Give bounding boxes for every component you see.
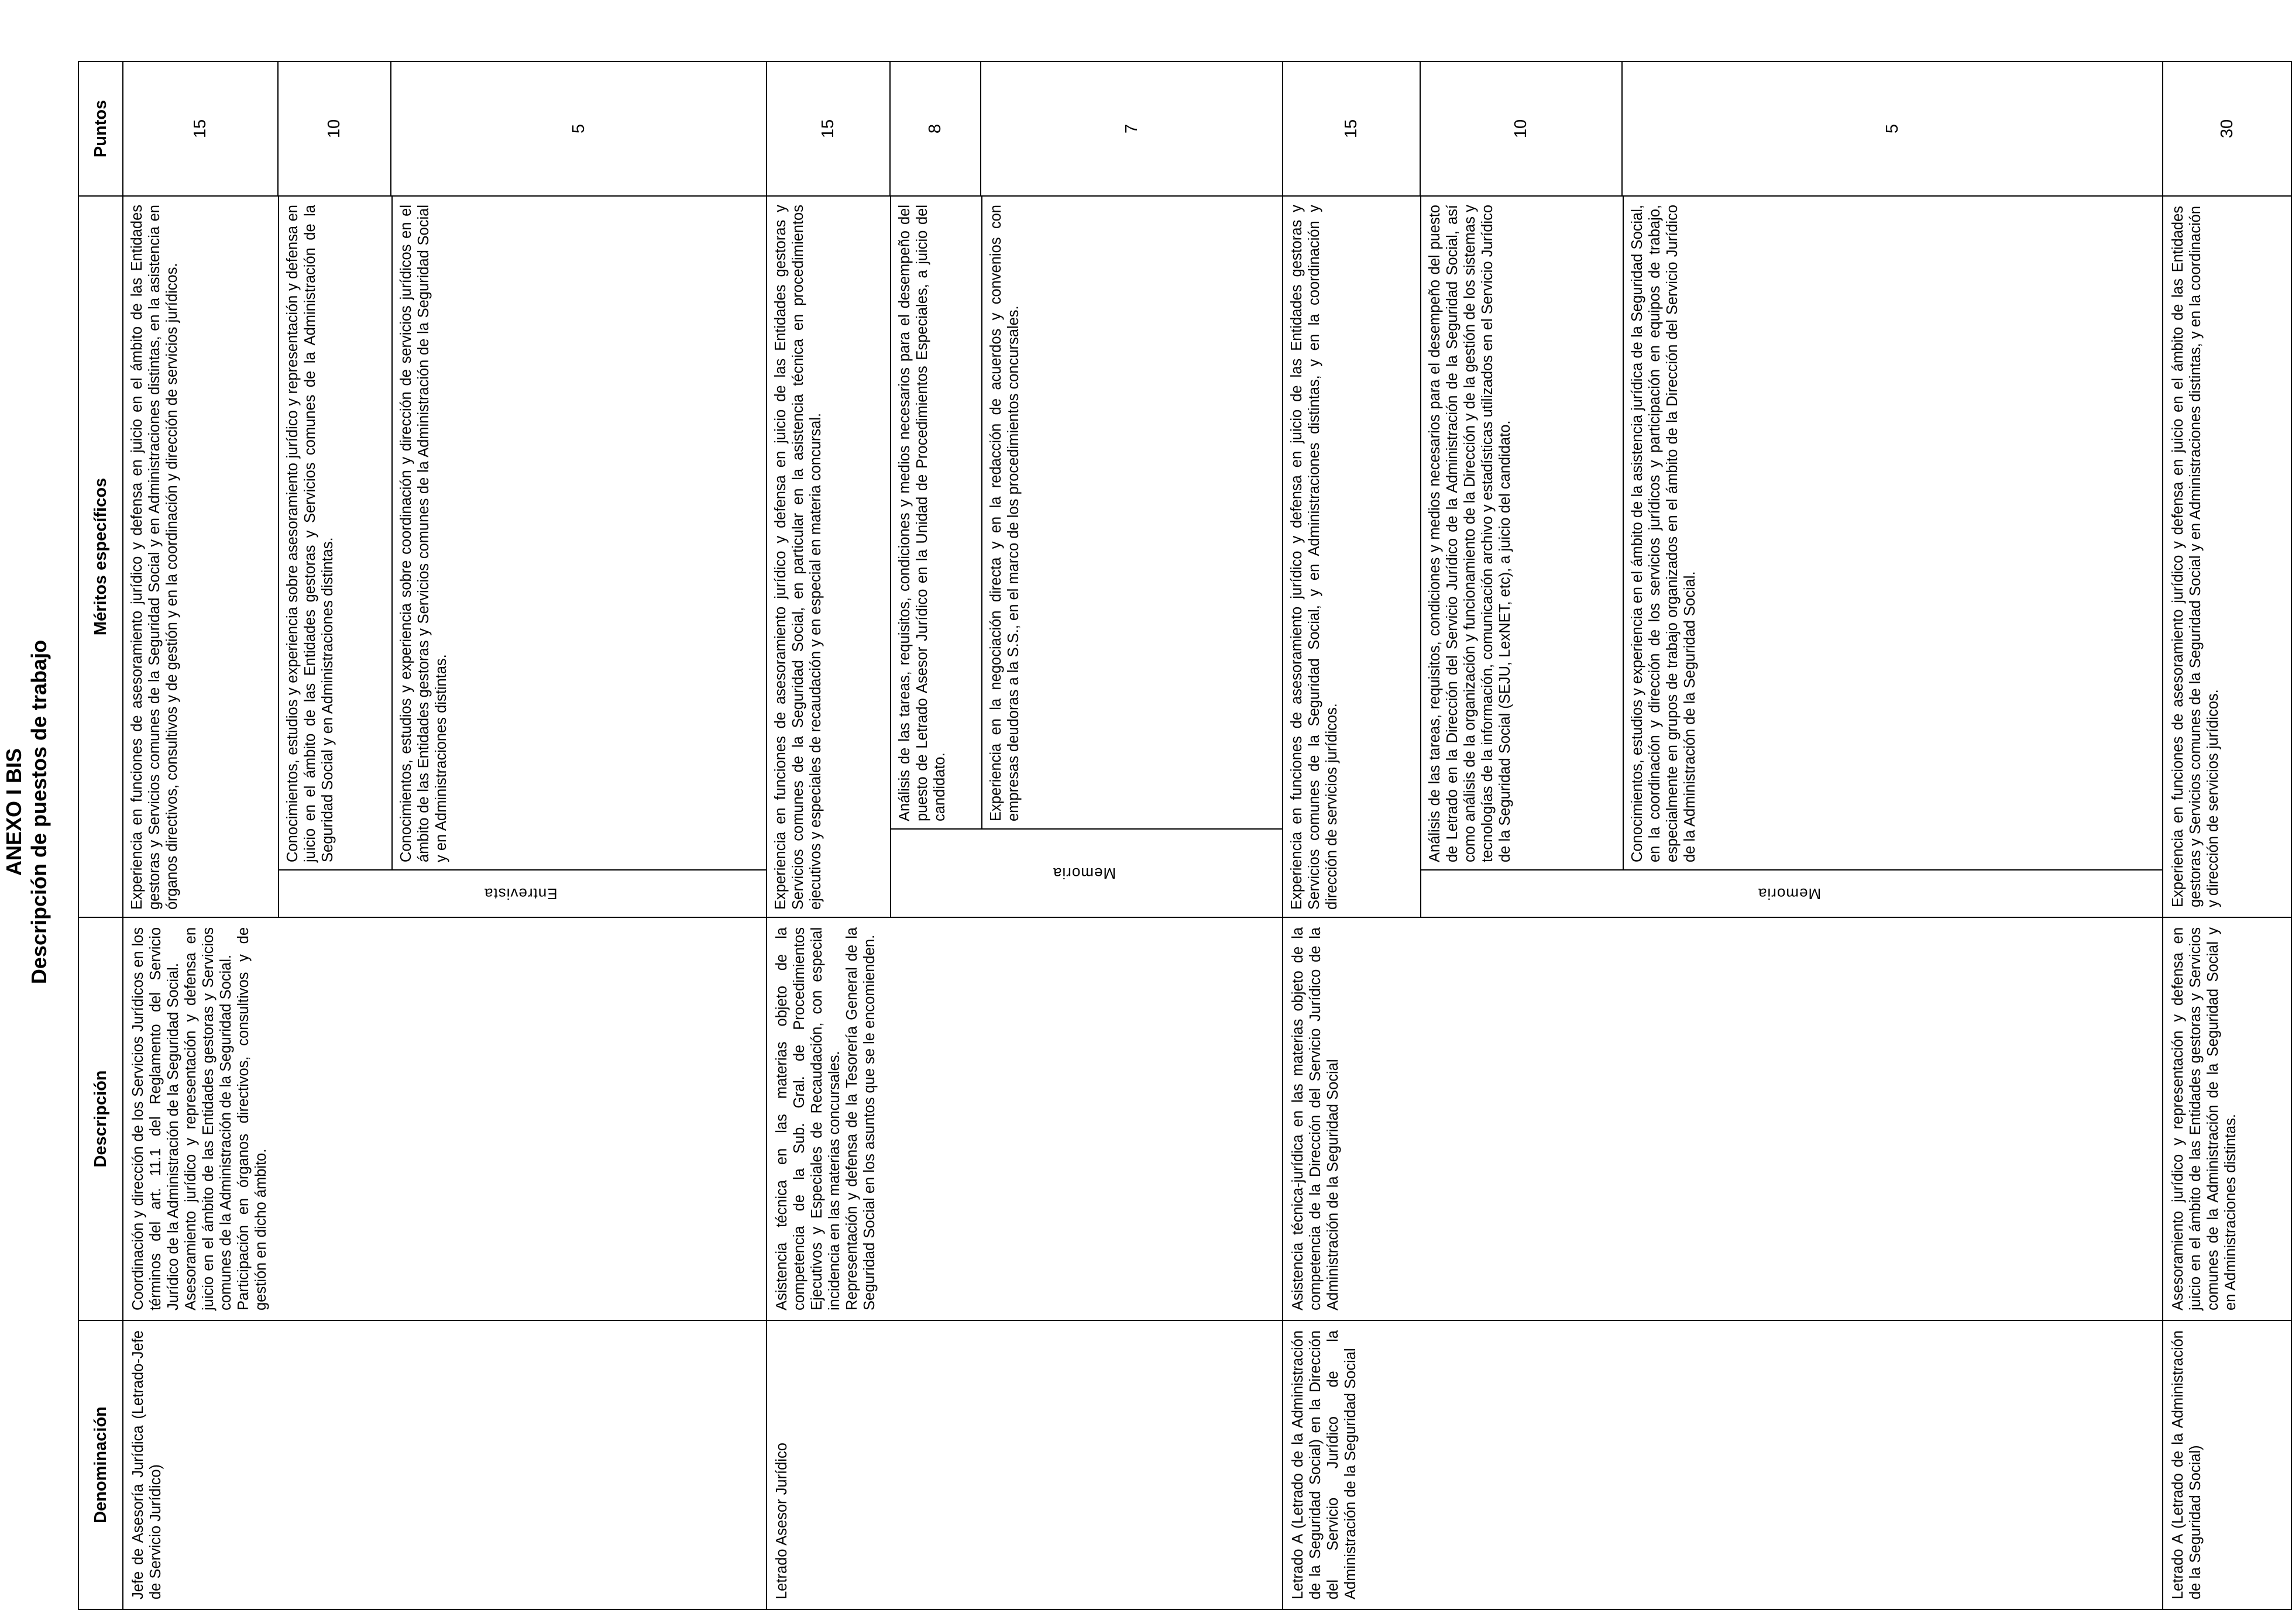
cell-denominacion — [123, 1320, 767, 1609]
descripcion-paragraph: Asesoramiento jurídico y representación y defensa en juicio en el ámbito de las Entidades gestoras y Servicios comunes de la Administración de la Seguridad Social y en Administraciones distintas. — [2170, 927, 2239, 1310]
table-row — [1283, 61, 2163, 1609]
table-row — [123, 61, 767, 1609]
cell-descripcion — [767, 917, 1283, 1320]
descripcion-paragraph: Asesoramiento jurídico y representación y defensa en juicio en el ámbito de las Entidades gestoras y Servicios comunes de la Administración de la Seguridad Social. — [183, 927, 234, 1310]
sub-label-text: Memoria — [1758, 885, 1822, 903]
denominacion-text: Jefe de Asesoría Jurídica (Letrado-Jefe de Servicio Jurídico) — [130, 1330, 164, 1599]
sub-merito: Conocimientos, estudios y experiencia sobre asesoramiento jurídico y representación y defensa en juicio en el ámbito de las Entidades gestoras y Servicios comunes de la Administración de la Seguridad Social y en Administraciones distintas. — [279, 197, 392, 870]
page-title: ANEXO I BIS — [2, 748, 26, 876]
sub-merito: Experiencia en la negociación directa y en la redacción de acuerdos y convenios con empresas deudoras a la S.S., en el marco de los procedimientos concursales. — [988, 205, 1022, 821]
sub-merito: Conocimientos, estudios y experiencia en el ámbito de la asistencia jurídica de la Seguridad Social, en la coordinación y dirección de los servicios jurídicos y participación en equipos de trabajo, especialmente en grupos de trabajo organizados en el ámbito de la Dirección del Servicio Jurídico de la Administración de la Seguridad Social. — [1629, 205, 1698, 862]
merito-principal: Experiencia en funciones de asesoramiento jurídico y defensa en juicio en el ámbito de las Entidades gestoras y Servicios comunes de la Seguridad Social y en Administraciones distintas, en la asistencia en órganos directivos, consultivos y de gestión y en la coordinación y dirección de servicios jurídicos. — [123, 197, 279, 917]
sub-label — [1421, 870, 2162, 917]
sub-label — [279, 870, 766, 917]
cell-denominacion — [2163, 1320, 2291, 1609]
header-denominacion: Denominación — [78, 1320, 123, 1609]
sub-label-text: Entrevista — [483, 885, 558, 903]
merito-principal: Experiencia en funciones de asesoramiento jurídico y defensa en juicio de las Entidades gestoras y Servicios comunes de la Seguridad Social, y en Administraciones distintas, y en la coordinación y dirección de servicios jurídicos. — [1283, 197, 1421, 917]
table-row — [767, 61, 1283, 1609]
cell-puntos — [1283, 61, 2163, 196]
cell-puntos — [767, 61, 1283, 196]
puntos-value: 15 — [1283, 62, 1420, 195]
merito-principal: Experiencia en funciones de asesoramiento jurídico y defensa en juicio de las Entidades gestoras y Servicios comunes de la Seguridad Social, en particular en la asistencia técnica en procedimientos ejecutivos y especiales de recaudación y en especial en materia concursal. — [767, 197, 891, 917]
sub-label — [891, 829, 1282, 917]
puntos-value: 10 — [278, 62, 391, 195]
cell-denominacion — [1283, 1320, 2163, 1609]
cell-meritos — [123, 196, 767, 917]
puntos-value: 7 — [1122, 123, 1141, 134]
sub-merito: Conocimientos, estudios y experiencia sobre coordinación y dirección de servicios jurídicos en el ámbito de las Entidades gestoras y Servicios comunes de la Administración de la Seguridad Social y en Administraciones distintas. — [398, 205, 449, 862]
puntos-value: 30 — [2163, 61, 2291, 196]
cell-descripcion — [2163, 917, 2291, 1320]
header-meritos: Méritos específicos — [78, 196, 123, 917]
denominacion-text: Letrado A (Letrado de la Administración de la Seguridad Social) en la Dirección del Servicio Jurídico de la Administración de la Seguridad Social — [1290, 1330, 1359, 1599]
descripcion-paragraph: Coordinación y dirección de los Servicios Jurídicos en los términos del art. 11.1 del Reglamento del Servicio Jurídico de la Administración de la Seguridad Social. — [130, 927, 181, 1310]
descripcion-paragraph: Asistencia técnica en las materias objeto de la competencia de la Sub. Gral. de Procedimientos Ejecutivos y Especiales de Recaudación, con especial incidencia en las materias concursales. — [774, 927, 843, 1310]
cell-descripcion — [1283, 917, 2163, 1320]
cell-puntos — [123, 61, 767, 196]
sub-merito: Análisis de las tareas, requisitos, condiciones y medios necesarios para el desempeño del puesto de Letrado en la Dirección del Servicio Jurídico de la Administración de la Seguridad Social, así como análisis de la organización y funcionamiento de la Dirección y de la gestión de los sistemas y tecnologías de la información, comunicación archivo y estadísticas utilizados en el Servicio Jurídico de la Seguridad Social (SEJU, LexNET, etc), a juicio del candidato. — [1421, 197, 1623, 870]
denominacion-text: Letrado Asesor Jurídico — [774, 1443, 790, 1599]
descripcion-paragraph: Representación y defensa de la Tesorería General de la Seguridad Social en los asuntos que se le encomienden. — [844, 927, 878, 1310]
sub-label-text: Memoria — [1053, 865, 1116, 882]
puestos-table — [78, 61, 2292, 1610]
header-descripcion: Descripción — [78, 917, 123, 1320]
cell-denominacion — [767, 1320, 1283, 1609]
cell-descripcion — [123, 917, 767, 1320]
puntos-value: 8 — [890, 62, 981, 195]
puntos-value: 15 — [767, 62, 890, 195]
descripcion-paragraph: Asistencia técnica-jurídica en las materias objeto de la competencia de la Dirección del Servicio Jurídico de la Administración de la Seguridad Social — [1290, 927, 1341, 1310]
cell-meritos — [1283, 196, 2163, 917]
cell-meritos — [767, 196, 1283, 917]
puntos-value: 15 — [123, 62, 278, 195]
table-row — [2163, 61, 2291, 1609]
puntos-value: 5 — [569, 123, 588, 134]
puntos-value: 5 — [1882, 123, 1902, 134]
denominacion-text: Letrado A (Letrado de la Administración de la Seguridad Social) — [2170, 1330, 2204, 1599]
descripcion-paragraph: Participación en órganos directivos, consultivos y de gestión en dicho ámbito. — [235, 927, 269, 1310]
puntos-value: 10 — [1420, 62, 1622, 195]
merito-principal: Experiencia en funciones de asesoramiento jurídico y defensa en juicio en el ámbito de las Entidades gestoras y Servicios comunes de la Seguridad Social y en Administraciones distintas, y en la coordinación y dirección de servicios jurídicos. — [2163, 196, 2291, 917]
sub-merito: Análisis de las tareas, requisitos, condiciones y medios necesarios para el desempeño del puesto de Letrado Asesor Jurídico en la Unidad de Procedimientos Especiales, a juicio del candidato. — [891, 197, 982, 829]
header-puntos: Puntos — [78, 61, 123, 196]
table-header-row — [78, 61, 123, 1609]
page-subtitle: Descripción de puestos de trabajo — [27, 639, 51, 985]
